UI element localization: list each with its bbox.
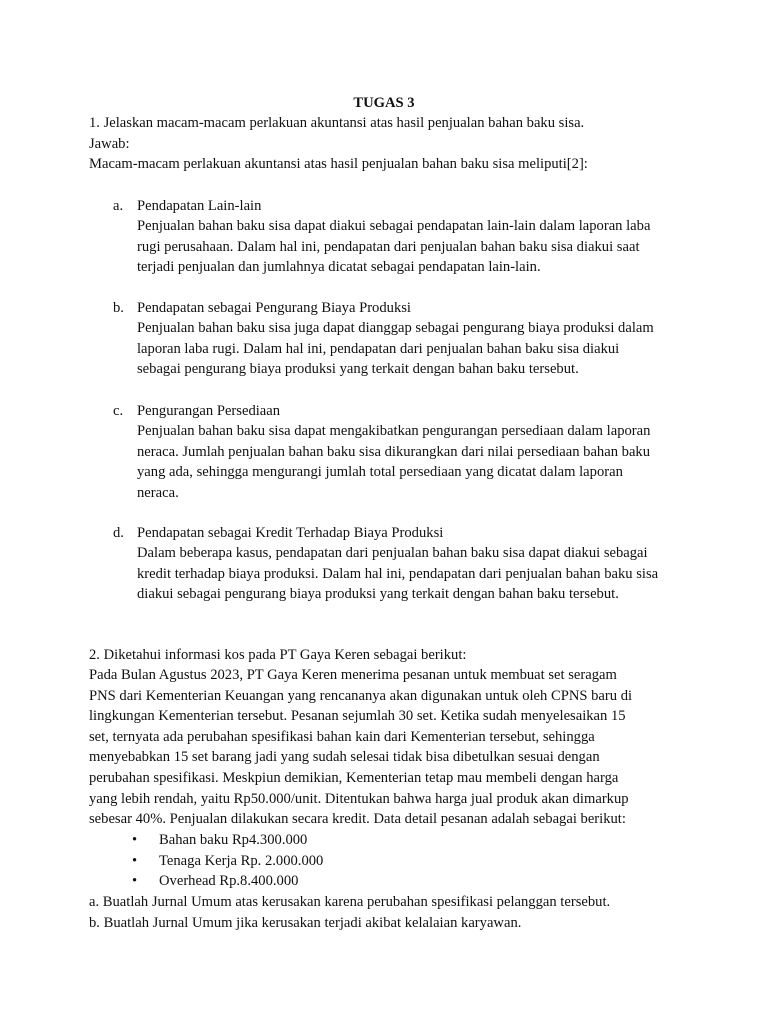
item-d-line: Dalam beberapa kasus, pendapatan dari penjualan bahan baku sisa dapat diakui sebagai (137, 545, 648, 561)
case-line: yang lebih rendah, yaitu Rp50.000/unit. Ditentukan bahwa harga jual produk akan dimarkup (89, 790, 629, 807)
question-2-case (89, 665, 689, 830)
item-a-marker: a. (113, 198, 124, 214)
document-title: TUGAS 3 (353, 95, 415, 111)
item-b-line: sebagai pengurang biaya produksi yang terkait dengan bahan baku tersebut. (137, 361, 579, 378)
task-b: b. Buatlah Jurnal Umum jika kerusakan terjadi akibat kelalaian karyawan. (89, 915, 522, 931)
bullet-icon: • (132, 873, 138, 890)
item-c-line: yang ada, sehingga mengurangi jumlah total persediaan yang dicatat dalam laporan (137, 464, 623, 481)
item-b-marker: b. (113, 300, 124, 316)
bullet-item (89, 830, 689, 851)
item-a-line: Penjualan bahan baku sisa dapat diakui sebagai pendapatan lain-lain dalam laporan laba (137, 218, 651, 234)
case-line: set, ternyata ada perubahan spesifikasi bahan kain dari Kementerian tersebut, sehingga (89, 728, 595, 745)
cost-bullet-list (89, 830, 689, 892)
question-1-prompt: 1. Jelaskan macam-macam perlakuan akuntansi atas hasil penjualan bahan baku sisa. (89, 115, 585, 131)
case-line: lingkungan Kementerian tersebut. Pesanan sejumlah 30 set. Ketika sudah menyelesaikan 15 (89, 708, 626, 725)
item-c-line: neraca. Jumlah penjualan bahan baku sisa dikurangkan dari nilai persediaan bahan baku (137, 443, 651, 460)
bullet-text: Tenaga Kerja Rp. 2.000.000 (159, 852, 324, 869)
item-d-body (137, 543, 697, 605)
case-line: sebesar 40%. Penjualan dilakukan secara kredit. Data detail pesanan adalah sebagai berikut: (89, 811, 626, 828)
case-line: Pada Bulan Agustus 2023, PT Gaya Keren menerima pesanan untuk membuat set seragam (89, 667, 617, 683)
bullet-icon: • (132, 852, 138, 869)
item-a-line: rugi perusahaan. Dalam hal ini, pendapatan dari penjualan bahan baku sisa diakui saat (137, 238, 640, 255)
item-d-heading: Pendapatan sebagai Kredit Terhadap Biaya Produksi (137, 525, 444, 541)
item-d-line: diakui sebagai pengurang biaya produksi yang terkait dengan bahan baku tersebut. (137, 586, 619, 603)
item-b-heading: Pendapatan sebagai Pengurang Biaya Produksi (137, 300, 411, 316)
item-c-body (137, 421, 697, 503)
item-c-marker: c. (113, 403, 124, 419)
item-b-body (137, 318, 697, 380)
item-c-heading: Pengurangan Persediaan (137, 403, 281, 419)
item-d-marker: d. (113, 525, 124, 541)
item-b-line: Penjualan bahan baku sisa juga dapat dianggap sebagai pengurang biaya produksi dalam (137, 320, 654, 336)
item-a-line: terjadi penjualan dan jumlahnya dicatat sebagai pendapatan lain-lain. (137, 259, 541, 276)
task-a: a. Buatlah Jurnal Umum atas kerusakan karena perubahan spesifikasi pelanggan tersebut. (89, 894, 611, 910)
case-line: perubahan spesifikasi. Meskpiun demikian, Kementerian tetap mau membeli dengan harga (89, 769, 619, 786)
item-c-line: neraca. (137, 484, 179, 501)
bullet-text: Bahan baku Rp4.300.000 (159, 832, 308, 848)
item-b-line: laporan laba rugi. Dalam hal ini, pendapatan dari penjualan bahan baku sisa diakui (137, 340, 620, 357)
item-a-heading: Pendapatan Lain-lain (137, 198, 262, 214)
question-2-prompt: 2. Diketahui informasi kos pada PT Gaya Keren sebagai berikut: (89, 647, 467, 663)
item-c-line: Penjualan bahan baku sisa dapat mengakibatkan pengurangan persediaan dalam laporan (137, 423, 651, 439)
answer-label: Jawab: (89, 136, 130, 152)
bullet-item (89, 851, 689, 872)
item-a-body (137, 216, 697, 278)
bullet-icon: • (132, 832, 138, 848)
bullet-item (89, 871, 689, 892)
item-d-line: kredit terhadap biaya produksi. Dalam hal ini, pendapatan dari penjualan bahan baku sisa (137, 565, 659, 582)
case-line: PNS dari Kementerian Keuangan yang rencananya akan digunakan untuk oleh CPNS baru di (89, 687, 633, 704)
case-line: menyebabkan 15 set barang jadi yang sudah selesai tidak bisa dibetulkan sesuai dengan (89, 749, 600, 766)
answer-intro: Macam-macam perlakuan akuntansi atas hasil penjualan bahan baku sisa meliputi[2]: (89, 156, 588, 172)
bullet-text: Overhead Rp.8.400.000 (159, 873, 299, 890)
